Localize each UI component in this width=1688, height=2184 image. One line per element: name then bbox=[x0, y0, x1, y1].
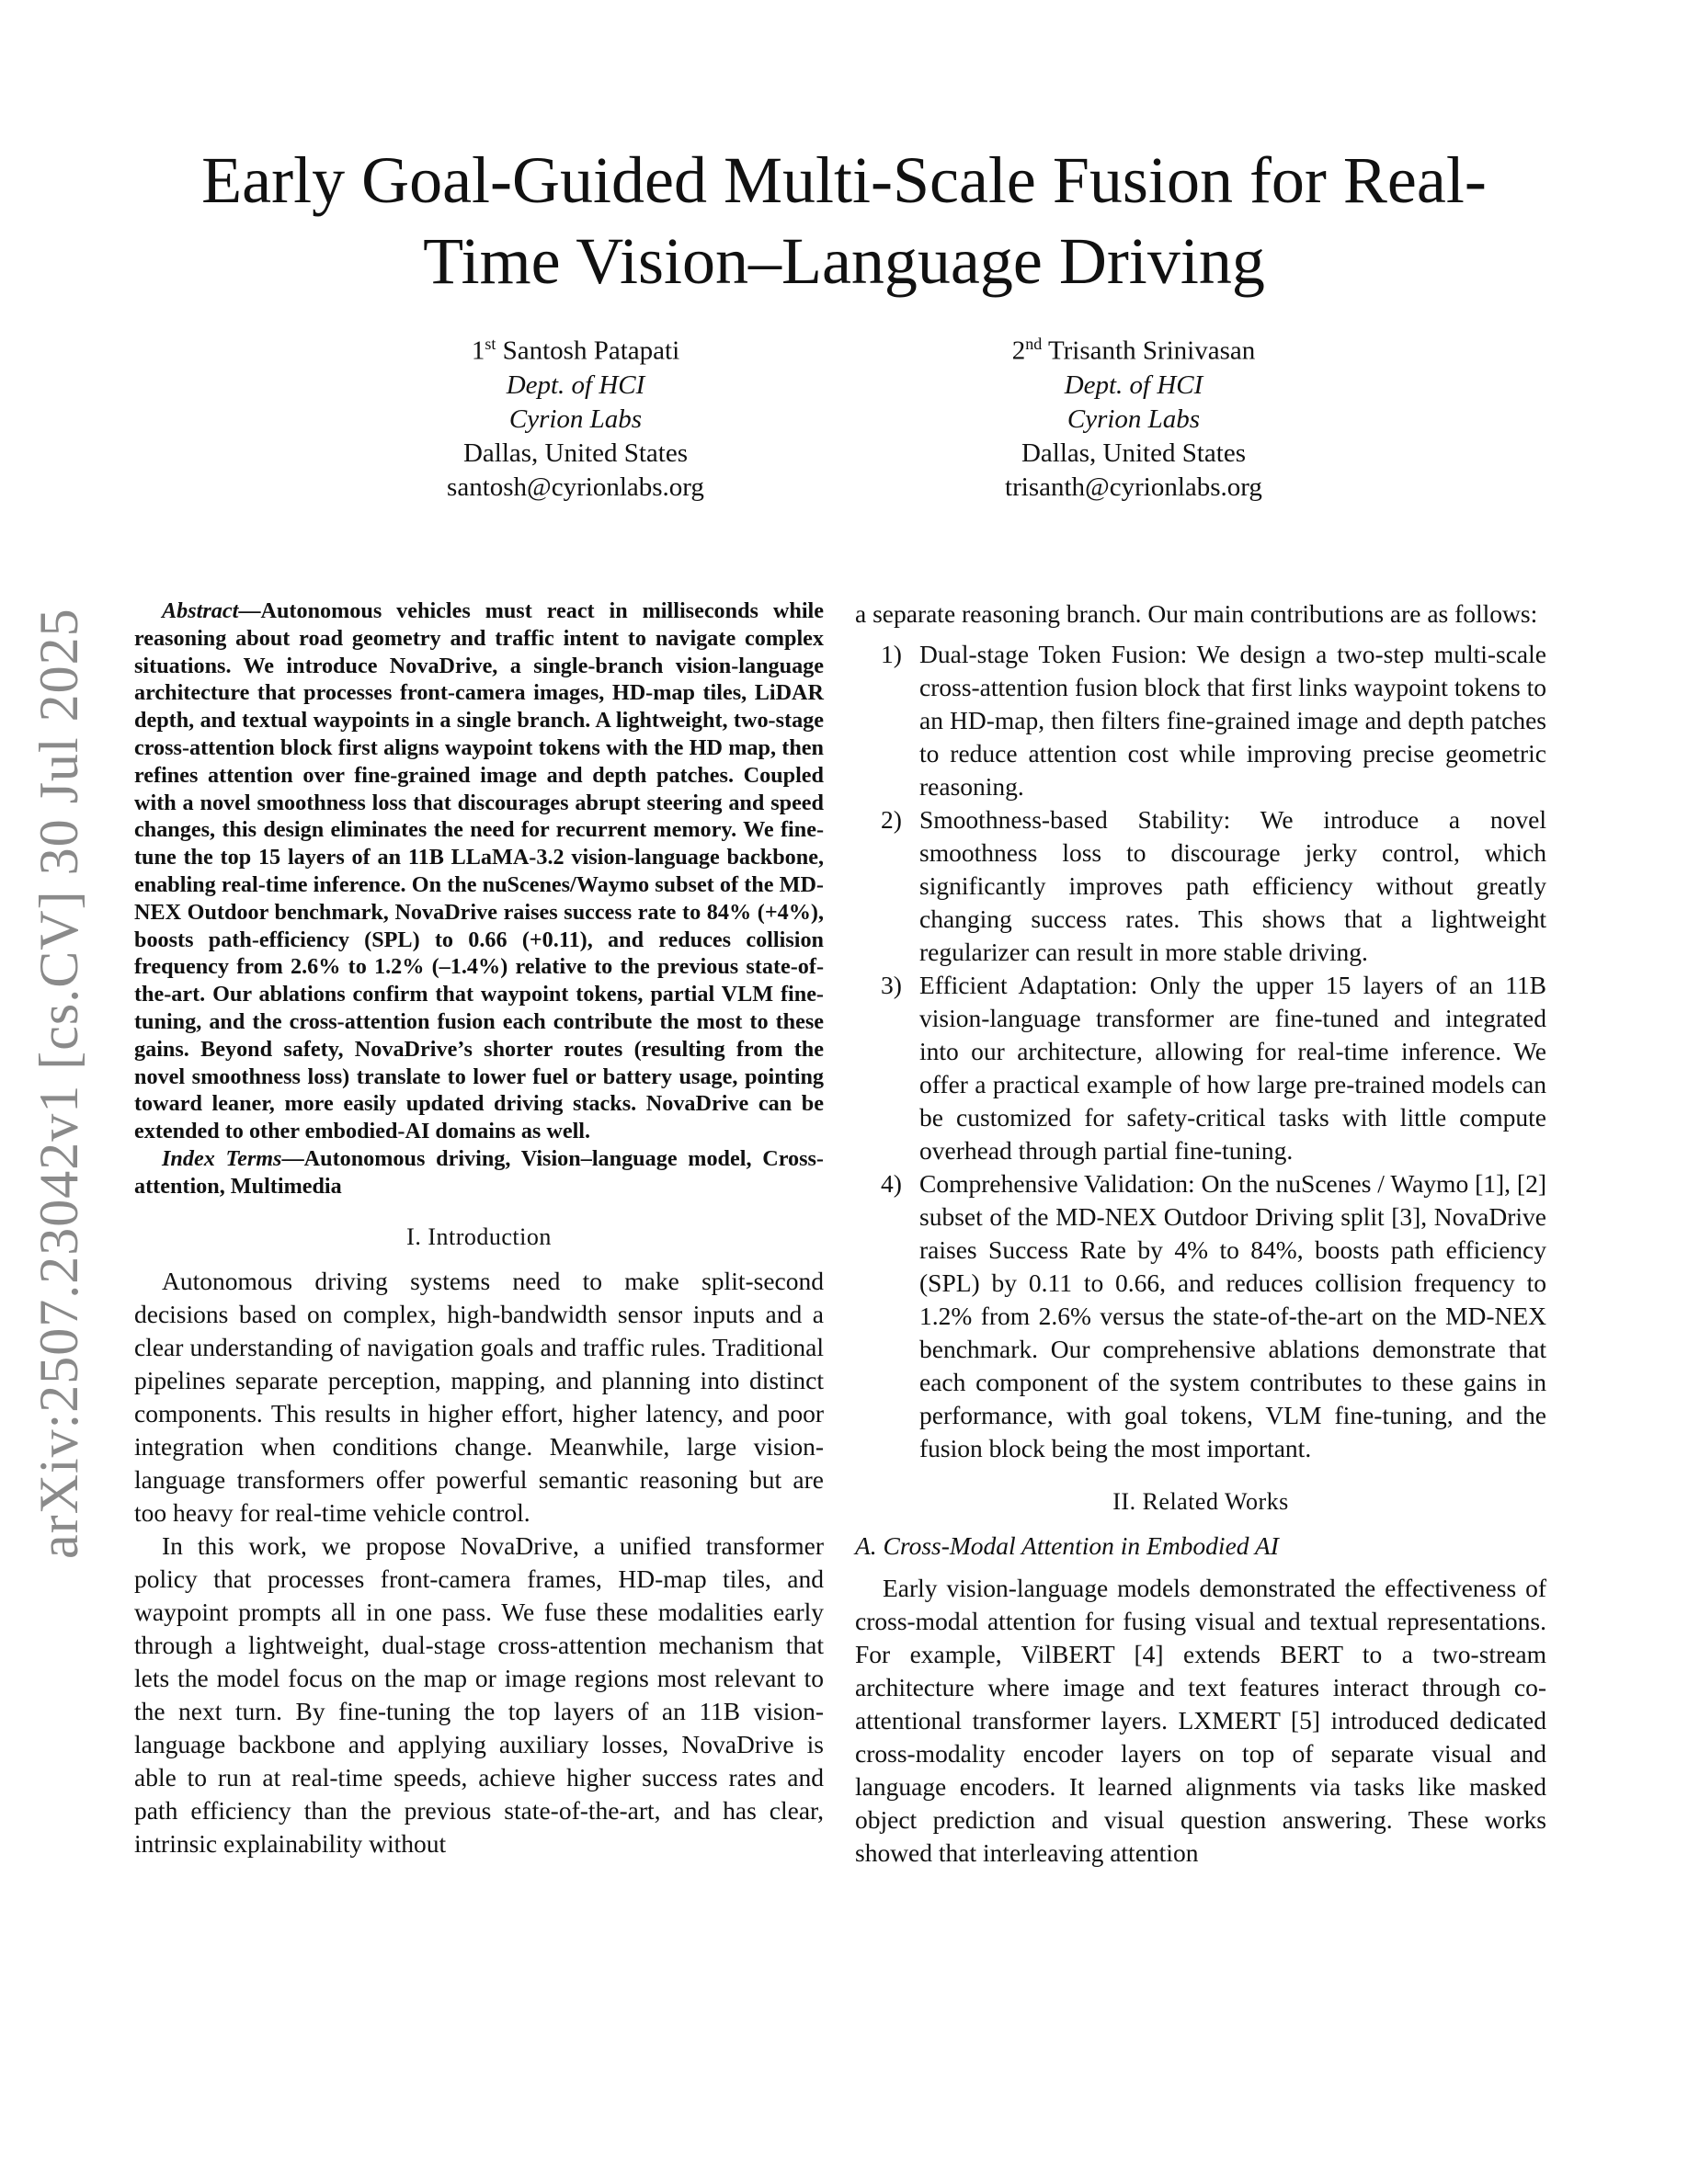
list-item bbox=[855, 803, 1546, 969]
abstract bbox=[134, 597, 824, 1145]
list-item-number: 4) bbox=[881, 1169, 902, 1198]
author-location: Dallas, United States bbox=[462, 438, 689, 468]
abstract-label: Abstract bbox=[162, 598, 239, 623]
index-terms-text: —Autonomous driving, Vision–language model, Cross-attention, Multimedia bbox=[134, 1145, 824, 1199]
list-item-text: Comprehensive Validation: On the nuScenes / Waymo [1], [2] subset of the MD-NEX Outdoor Driving split [3], NovaDrive raises Success Rate by 4% to 84%, boosts path efficiency (SPL) by 0.11 to 0.66, and reduces collision frequency to 1.2% from 2.6% versus the state-of-the-art on the MD-NEX benchmark. Our comprehensive ablations demonstrate that each component of the system contributes to these gains in performance, with goal tokens, VLM fine-tuning, and the fusion block being the most important. bbox=[919, 1169, 1546, 1462]
list-item bbox=[855, 969, 1546, 1167]
index-terms bbox=[134, 1145, 824, 1200]
author-location: Dallas, United States bbox=[1021, 438, 1247, 468]
author-email[interactable]: trisanth@cyrionlabs.org bbox=[1005, 472, 1262, 502]
author-email[interactable]: santosh@cyrionlabs.org bbox=[447, 472, 704, 502]
index-terms-label: Index Terms bbox=[162, 1145, 282, 1171]
list-item-text: Dual-stage Token Fusion: We design a two-step multi-scale cross-attention fusion block that first links waypoint tokens to an HD-map, then filters fine-grained image and depth patches to reduce attention cost while improving precise geometric reasoning. bbox=[919, 640, 1546, 801]
list-item-text: Efficient Adaptation: Only the upper 15 layers of an 11B vision-language transformer are fine-tuned and integrated into our architecture, allowing for real-time inference. We offer a practical example of how large pre-trained models can be customized for safety-critical tasks with little compute overhead through partial fine-tuning. bbox=[919, 971, 1546, 1165]
section-heading-introduction: I. Introduction bbox=[406, 1223, 552, 1250]
author-name: 1st Santosh Patapati bbox=[471, 335, 680, 366]
left-column bbox=[134, 597, 824, 1860]
list-item bbox=[855, 638, 1546, 803]
section-heading-related-works: II. Related Works bbox=[1112, 1488, 1289, 1515]
paper-title: Early Goal-Guided Multi-Scale Fusion for Real-Time Vision–Language Driving bbox=[201, 143, 1487, 298]
author-dept: Dept. of HCI bbox=[506, 370, 645, 400]
related-paragraph-1: Early vision-language models demonstrated the effectiveness of cross-modal attention for fusing visual and textual representations. For example, VilBERT [4] extends BERT to a two-stream architecture where image and text features interact through co-attentional transformer layers. LXMERT [5] introduced dedicated cross-modality encoder layers on top of separate visual and language encoders. It learned alignments via tasks like masked object prediction and visual question answering. These works showed that interleaving attention bbox=[855, 1574, 1546, 1867]
author-block-1 bbox=[318, 327, 833, 505]
right-column bbox=[855, 597, 1546, 1870]
intro-paragraph-2: In this work, we propose NovaDrive, a unified transformer policy that processes front-camera frames, HD-map tiles, and waypoint prompts all in one pass. We fuse these modalities early through a lightweight, dual-stage cross-attention mechanism that lets the model focus on the map or image regions most relevant to the next turn. By fine-tuning the top layers of an 11B vision-language backbone and applying auxiliary losses, NovaDrive is able to run at real-time speeds, achieve higher success rates and path efficiency than the previous state-of-the-art, and has clear, intrinsic explainability without bbox=[134, 1530, 824, 1858]
author-org: Cyrion Labs bbox=[1066, 404, 1201, 434]
intro-continuation: a separate reasoning branch. Our main contributions are as follows: bbox=[855, 599, 1538, 628]
arxiv-identifier[interactable]: arXiv:2507.23042v1 [cs.CV] 30 Jul 2025 bbox=[29, 608, 89, 1559]
author-block-2 bbox=[876, 327, 1391, 505]
list-item-number: 1) bbox=[881, 640, 902, 668]
list-item-text: Smoothness-based Stability: We introduce a novel smoothness loss to discourage jerky control, which significantly improves path efficiency without greatly changing success rates. This shows that a lightweight regularizer can result in more stable driving. bbox=[919, 805, 1546, 966]
contributions-list bbox=[855, 638, 1546, 1465]
author-name: 2nd Trisanth Srinivasan bbox=[1011, 335, 1256, 366]
abstract-text: —Autonomous vehicles must react in milliseconds while reasoning about road geometry and traffic intent to navigate complex situations. We introduce NovaDrive, a single-branch vision-language architecture that processes front-camera images, HD-map tiles, LiDAR depth, and textual waypoints in a single branch. A lightweight, two-stage cross-attention block first aligns waypoint tokens with the HD map, then refines attention over fine-grained image and depth patches. Coupled with a novel smoothness loss that discourages abrupt steering and speed changes, this design eliminates the need for recurrent memory. We fine-tune the top 15 layers of an 11B LLaMA-3.2 vision-language backbone, enabling real-time inference. On the nuScenes/Waymo subset of the MD-NEX Outdoor benchmark, NovaDrive raises success rate to 84% (+4%), boosts path-efficiency (SPL) to 0.66 (+0.11), and reduces collision frequency from 2.6% to 1.2% (–1.4%) relative to the previous state-of-the-art. Our ablations confirm that waypoint tokens, partial VLM fine-tuning, and the cross-attention fusion each contribute the most to these gains. Beyond safety, NovaDrive’s shorter routes (resulting from the novel smoothness loss) translate to lower fuel or battery usage, pointing toward leaner, more easily updated driving stacks. NovaDrive can be extended to other embodied-AI domains as well. bbox=[134, 598, 824, 1144]
list-item-number: 2) bbox=[881, 805, 902, 834]
list-item-number: 3) bbox=[881, 971, 902, 999]
author-org: Cyrion Labs bbox=[508, 404, 643, 434]
intro-paragraph-1: Autonomous driving systems need to make split-second decisions based on complex, high-bandwidth sensor inputs and a clear understanding of navigation goals and traffic rules. Traditional pipelines separate perception, mapping, and planning into distinct components. This results in higher effort, higher latency, and poor integration when conditions change. Meanwhile, large vision-language transformers offer powerful semantic reasoning but are too heavy for real-time vehicle control. bbox=[134, 1266, 824, 1527]
subsection-heading: A. Cross-Modal Attention in Embodied AI bbox=[855, 1531, 1279, 1560]
author-dept: Dept. of HCI bbox=[1064, 370, 1203, 400]
list-item bbox=[855, 1167, 1546, 1465]
